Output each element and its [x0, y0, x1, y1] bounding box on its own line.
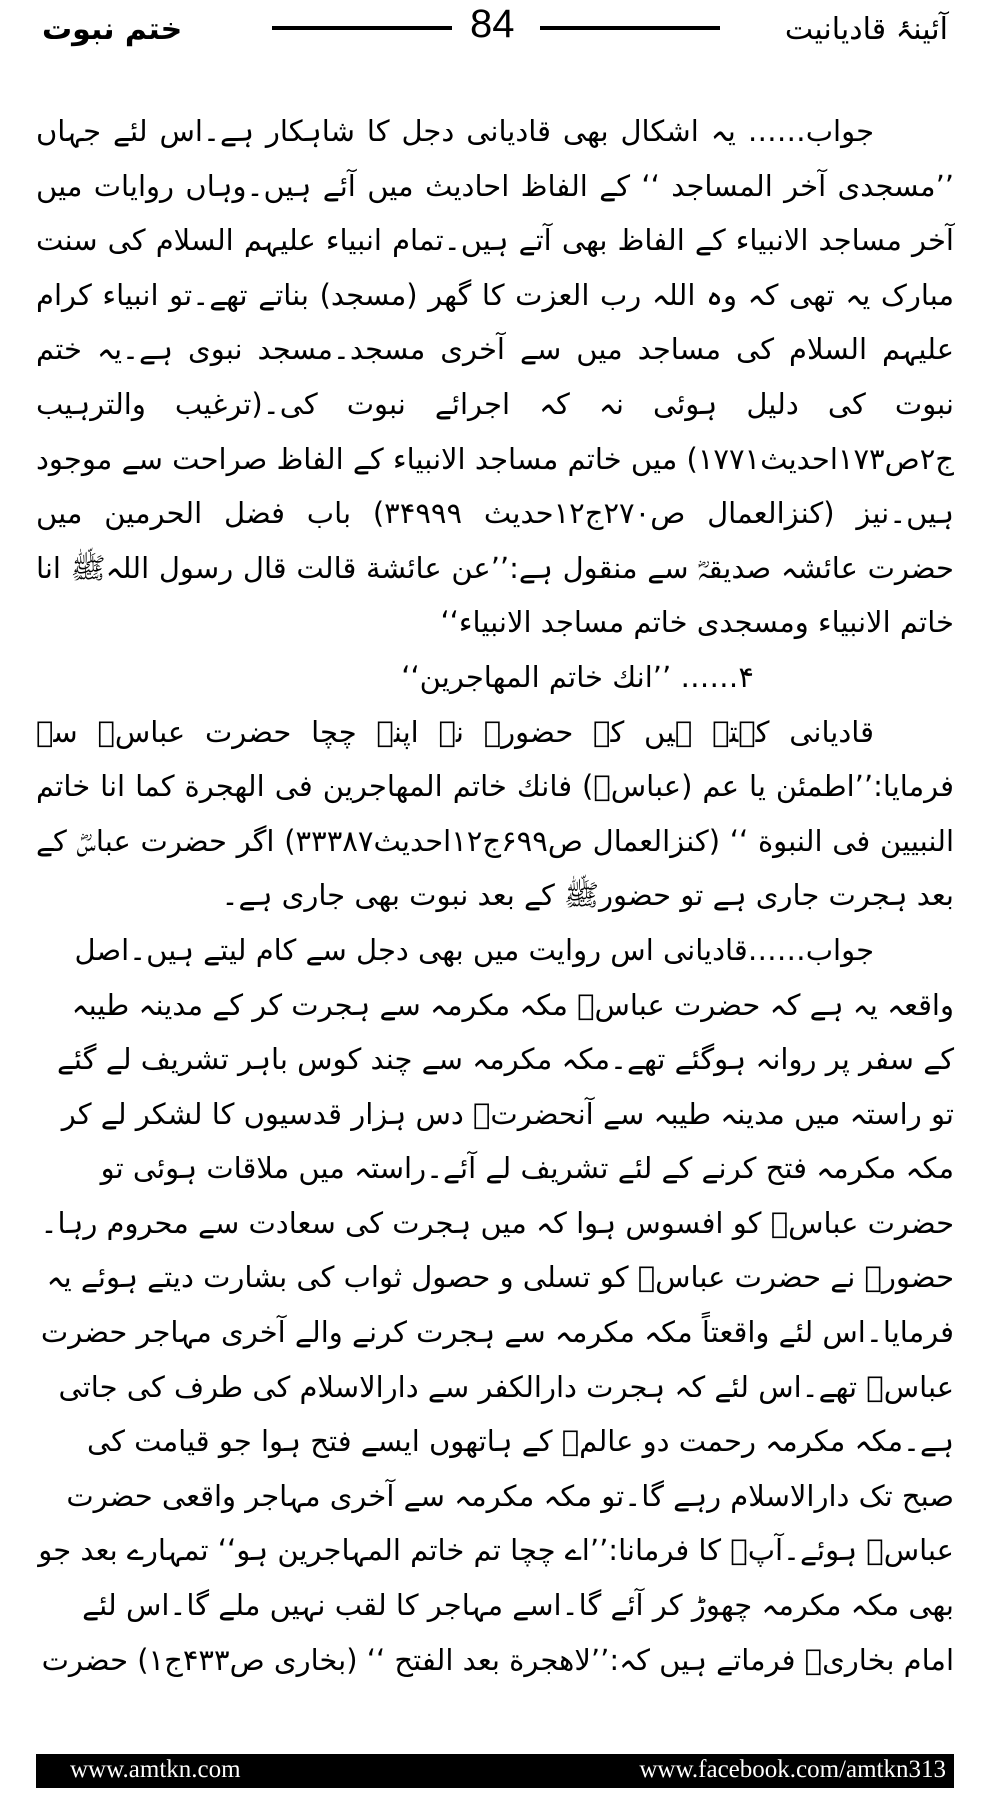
header-left-title: ختم نبوت — [42, 12, 183, 47]
footer-facebook-link[interactable]: www.facebook.com/amtkn313 — [639, 1756, 946, 1783]
page-header — [0, 0, 990, 70]
header-right-title: آئینۂ قادیانیت — [784, 12, 948, 47]
header-rule-right — [540, 26, 720, 30]
footer-website-link[interactable]: www.amtkn.com — [70, 1756, 241, 1783]
section-heading-4: ۴…… ’’انك خاتم المهاجرين‘‘ — [401, 659, 754, 694]
page-number: 84 — [470, 2, 515, 46]
paragraph-answer-1: جواب…… یہ اشکال بھی قادیانی دجل کا شاہکار ہے۔اس لئے جہاں ’’مسجدی آخر المساجد ‘‘ کے الفاظ احادیث میں آئے ہیں۔وہاں روایات میں آخر مساجد الانبیاء کے الفاظ بھی آتے ہیں۔تمام انبیاء علیہم السلام کی سنت مبارک یہ تھی کہ وہ اللہ رب العزت کا گھر (مسجد) بناتے تھے۔تو انبیاء کرام علیہم السلام کی مساجد میں سے آخری مسجد۔مسجد نبوی ہے۔یہ ختم نبوت کی دلیل ہوئی نہ کہ اجرائے نبوت کی۔(ترغیب والترہیب ج۲ص۱۷۳احدیث۱۷۷۱) میں خاتم مساجد الانبیاء کے الفاظ صراحت سے موجود ہیں۔نیز (کنزالعمال ص۲۷۰ج۱۲حدیث ۳۴۹۹۹) باب فضل الحرمین میں حضرت عائشہ صدیقہؓ سے منقول ہے:’’عن عائشة قالت قال رسول اللہﷺ انا خاتم الانبیاء ومسجدی خاتم مساجد الانبیاء‘‘ — [36, 114, 955, 640]
page-body — [36, 104, 954, 1687]
paragraph-answer-2: جواب……قادیانی اس روایت میں بھی دجل سے کام لیتے ہیں۔اصل واقعہ یہ ہے کہ حضرت عباسؓ مکہ مکرمہ سے ہجرت کر کے مدینہ طیبہ کے سفر پر روانہ ہوگئے تھے۔مکہ مکرمہ سے چند کوس باہر تشریف لے گئے تو راستہ میں مدینہ طیبہ سے آنحضرتﷺ دس ہزار قدسیوں کا لشکر لے کر مکہ مکرمہ فتح کرنے کے لئے تشریف لے آئے۔راستہ میں ملاقات ہوئی تو حضرت عباسؓ کو افسوس ہوا کہ میں ہجرت کی سعادت سے محروم رہا۔حضورﷺ نے حضرت عباسؓ کو تسلی و حصول ثواب کی بشارت دیتے ہوئے یہ فرمایا۔اس لئے واقعتاً مکہ مکرمہ سے ہجرت کرنے والے آخری مہاجر حضرت عباسؓ تھے۔اس لئے کہ ہجرت دارالکفر سے دارالاسلام کی طرف کی جاتی ہے۔مکہ مکرمہ رحمت دو عالمﷺ کے ہاتھوں ایسے فتح ہوا جو قیامت کی صبح تک دارالاسلام رہے گا۔تو مکہ مکرمہ سے آخری مہاجر واقعی حضرت عباسؓ ہوئے۔آپﷺ کا فرمانا:’’اے چچا تم خاتم المہاجرین ہو‘‘ تمہارے بعد جو بھی مکہ مکرمہ چھوڑ کر آئے گا۔اسے مہاجر کا لقب نہیں ملے گا۔اس لئے امام بخاریؒ فرماتے ہیں کہ:’’لاهجرة بعد الفتح ‘‘ (بخاری ص۴۳۳ج۱) حضرت — [38, 932, 954, 1677]
page-footer — [36, 1754, 954, 1788]
paragraph-claim: قادیانی کہتے ہیں کہ حضورﷺ نے اپنے چچا حضرت عباسؓ سے فرمایا:’’اطمئن یا عم (عباسؓ) فانك خاتم المهاجرين فى الهجرة كما انا خاتم النبيين فى النبوة ‘‘ (کنزالعمال ص۶۹۹ج۱۲احدیث۳۳۳۸۷) اگر حضرت عباسؓ کے بعد ہجرت جاری ہے تو حضورﷺ کے بعد نبوت بھی جاری ہے۔ — [36, 714, 954, 913]
header-rule-left — [272, 26, 452, 30]
